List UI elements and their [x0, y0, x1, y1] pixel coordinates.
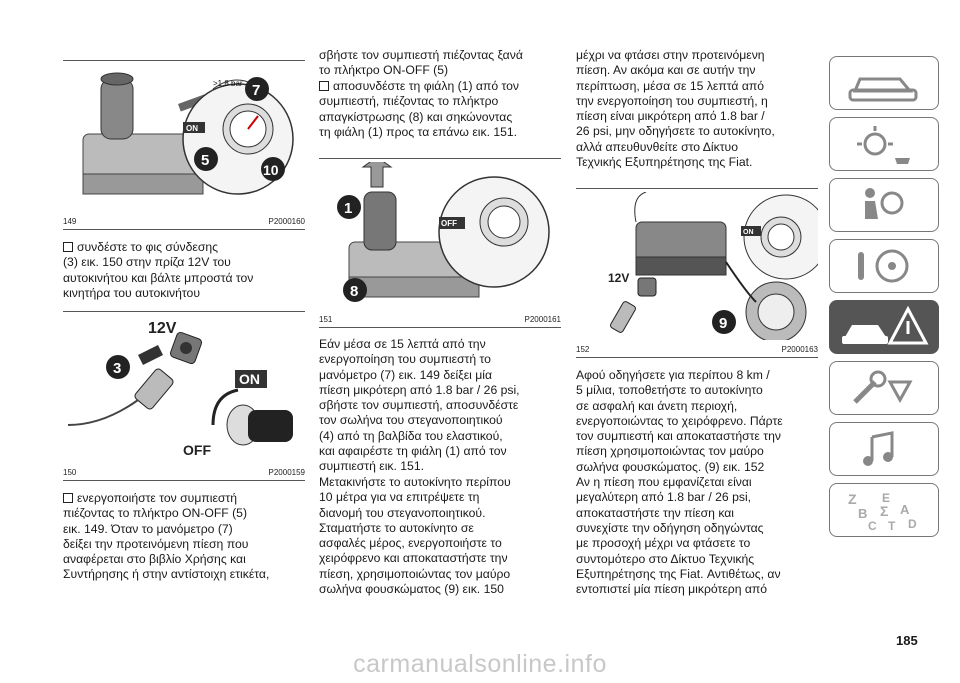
tab-maintenance[interactable] [829, 361, 939, 415]
figure-code: P2000161 [524, 315, 561, 324]
on-label: ON [239, 371, 260, 387]
callout-10: 10 [263, 162, 279, 178]
callout-1: 1 [344, 200, 353, 217]
tab-safety[interactable] [829, 178, 939, 232]
figure-code: P2000160 [268, 217, 305, 226]
figure-code: P2000159 [268, 468, 305, 477]
index-letter: A [900, 502, 910, 517]
col2-para4: Μετακινήστε το αυτοκίνητο περίπου 10 μέτρα για να επιτρέψετε τη διανομή του στεγανοποιητικού. Σταματήστε το αυτοκίνητο σε ασφαλές μέρος, ενεργοποιήστε το χειρόφρενο και αποκαταστήστε την πίεση, χρησιμοποιώντας τον μαύρο σωλήνα φουσκώματος (9) εικ. 150 [319, 475, 511, 597]
figure-149-compressor-gauge [63, 64, 305, 214]
col2-para3: Εάν μέσα σε 15 λεπτά από την ενεργοποίηση του συμπιεστή το μανόμετρο (7) εικ. 149 δείξει μία πίεση μικρότερη από 1.8 bar / 26 psi, σβήστε τον συμπιεστή, αποσυνδέστε τον σωλήνα του στεγανοποιητικού (4) από τη βαλβίδα του ελαστικού, και αφαιρέστε τη φιάλη (1) από τον συμπιεστή εικ. 151. [319, 337, 520, 474]
figure-number: 149 [63, 217, 77, 226]
figure-152-inflation-hose [576, 192, 818, 340]
col2-para2: αποσυνδέστε τη φιάλη (1) από τον συμπιεστή, πιέζοντας το πλήκτρο απαγκίστρωσης (8) και σηκώνοντας τη φιάλη (1) προς τα επάνω εικ. 151. [319, 79, 569, 140]
off-label: OFF [441, 219, 457, 228]
tab-multimedia[interactable] [829, 422, 939, 476]
on-label: ON [743, 229, 754, 236]
voltage-label: 12V [608, 271, 630, 285]
col1-para2: ενεργοποιήστε τον συμπιεστή πιέζοντας το πλήκτρο ON-OFF (5) εικ. 149. Όταν το μανόμετρο (7) δείξει την προτεινόμενη πίεση που αναφέρεται στο βιβλίο Χρήσης και Συντήρησης ή στην αντίστοιχη ετικέτα, [63, 491, 311, 583]
voltage-label: 12V [148, 320, 177, 337]
col2-para1: σβήστε τον συμπιεστή πιέζοντας ξανά το πλήκτρο ON-OFF (5) [319, 48, 523, 78]
tab-emergency[interactable] [829, 300, 939, 354]
callout-8: 8 [350, 283, 359, 300]
figure-149-caption [63, 217, 305, 226]
index-letter: T [888, 519, 896, 533]
car-icon [830, 57, 938, 109]
figure-152-caption [576, 345, 818, 354]
figure-151-release-bottle [319, 162, 561, 310]
pressure-label: >1,8 bar [213, 79, 243, 88]
wrench-icon [830, 362, 938, 414]
tab-index[interactable] [829, 483, 939, 537]
emergency-icon [830, 301, 938, 353]
callout-5: 5 [201, 152, 210, 169]
figure-150-power-plug [63, 315, 305, 463]
figure-151-caption [319, 315, 561, 324]
warning-light-icon [830, 118, 938, 170]
alphabet-index-icon [830, 484, 938, 536]
figure-number: 151 [319, 315, 333, 324]
index-letter: D [908, 517, 917, 531]
off-label: OFF [183, 442, 211, 458]
tab-driving[interactable] [829, 239, 939, 293]
col3-para1: μέχρι να φτάσει στην προτεινόμενη πίεση. Αν ακόμα και σε αυτήν την περίπτωση, μέσα σε 15 λεπτά από την ενεργοποίηση του συμπιεστή, η πίεση είναι μικρότερη από 1.8 bar / 26 psi, μην οδηγήσετε το αυτοκίνητο, αλλά απευθυνθείτε στο Δίκτυο Τεχνικής Εξυπηρέτησης της Fiat. [576, 48, 775, 170]
index-letter: Σ [880, 503, 889, 519]
on-label: ON [186, 124, 198, 133]
airbag-icon [830, 179, 938, 231]
steering-wheel-icon [830, 240, 938, 292]
callout-9: 9 [719, 315, 728, 332]
col3-para2: Αφού οδηγήσετε για περίπου 8 km / 5 μίλια, τοποθετήστε το αυτοκίνητο σε ασφαλή και άνετη περιοχή, ενεργοποιώντας το χειρόφρενο. Πάρτε τον συμπιεστή και αποκαταστήστε την πίεση χρησιμοποιώντας τον μαύρο σωλήνα φουσκώματος. (9) εικ. 152 Αν η πίεση που εμφανίζεται είναι μεγαλύτερη από 1.8 bar / 26 psi, αποκαταστήστε την πίεση και συνεχίστε την οδήγηση οδηγώντας με προσοχή μέχρι να φτάσετε το συντομότερο στο Δίκτυο Τεχνικής Εξυπηρέτησης της Fiat. Αντιθέτως, αν εντοπιστεί μία πίεση μικρότερη από [576, 368, 783, 597]
figure-number: 152 [576, 345, 590, 354]
col1-para1: συνδέστε το φις σύνδεσης (3) εικ. 150 στην πρίζα 12V του αυτοκινήτου και βάλτε μπροστά τον κινητήρα του αυτοκινήτου [63, 240, 308, 301]
figure-code: P2000163 [781, 345, 818, 354]
index-letter: Z [848, 491, 857, 507]
figure-150-caption [63, 468, 305, 477]
tab-car[interactable] [829, 56, 939, 110]
chapter-tabs [829, 56, 939, 544]
figure-number: 150 [63, 468, 77, 477]
index-letter: E [882, 491, 891, 505]
index-letter: B [858, 506, 868, 521]
tab-warning-lights[interactable] [829, 117, 939, 171]
index-letter: C [868, 519, 877, 533]
callout-7: 7 [252, 82, 261, 99]
callout-3: 3 [113, 360, 122, 377]
watermark: carmanualsonline.info [353, 650, 607, 678]
music-icon [830, 423, 938, 475]
page-number: 185 [896, 633, 918, 648]
